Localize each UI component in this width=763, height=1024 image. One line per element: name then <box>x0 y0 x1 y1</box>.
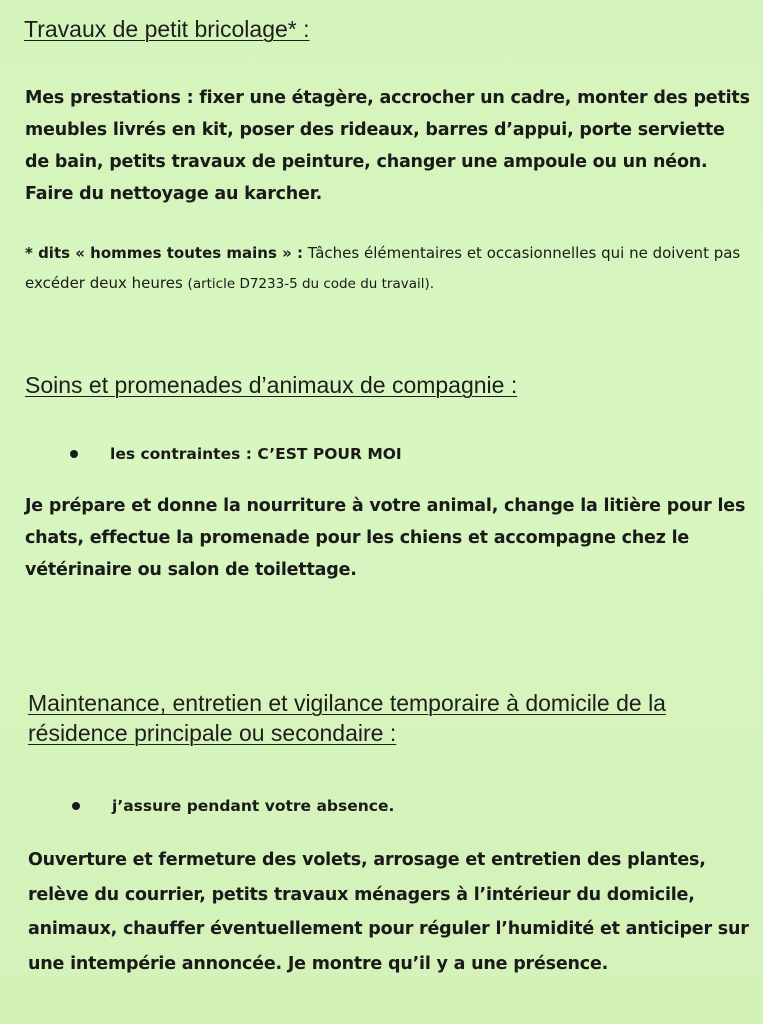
note-hommes-toutes-mains <box>25 238 755 299</box>
paragraph-animaux: Je prépare et donne la nourriture à votre animal, change la litière pour les chats, effectue la promenade pour les chiens et accompagne chez le vétérinaire ou salon de toilettage. <box>25 496 746 580</box>
bullet-icon <box>70 450 78 458</box>
heading-animaux: Soins et promenades d’animaux de compagnie : <box>25 372 518 398</box>
heading-bricolage: Travaux de petit bricolage* : <box>24 16 310 42</box>
paragraph-maintenance: Ouverture et fermeture des volets, arrosage et entretien des plantes, relève du courrier, petits travaux ménagers à l’intérieur du domicile, animaux, chauffer éventuellement pour réguler l’humidité et anticiper sur une intempérie annoncée. Je montre qu’il y a une présence. <box>28 850 749 974</box>
paragraph-bricolage: Mes prestations : fixer une étagère, accrocher un cadre, monter des petits meubles livrés en kit, poser des rideaux, barres d’appui, porte serviette de bain, petits travaux de peinture, changer une ampoule ou un néon. Faire du nettoyage au karcher. <box>25 88 750 204</box>
bullet-text-absence: j’assure pendant votre absence. <box>112 797 395 815</box>
note-text: Tâches élémentaires et occasionnelles qui ne doivent pas excéder deux heures <box>25 244 741 292</box>
list-item-contraintes <box>70 445 402 463</box>
list-item-absence <box>72 797 394 815</box>
bullet-text-contraintes: les contraintes : C’EST POUR MOI <box>110 445 402 463</box>
bullet-icon <box>72 802 80 810</box>
note-prefix: * dits « hommes toutes mains » : <box>25 244 304 262</box>
note-reference: (article D7233-5 du code du travail). <box>187 276 435 292</box>
heading-maintenance: Maintenance, entretien et vigilance temporaire à domicile de la résidence principale ou secondaire : <box>28 690 666 746</box>
